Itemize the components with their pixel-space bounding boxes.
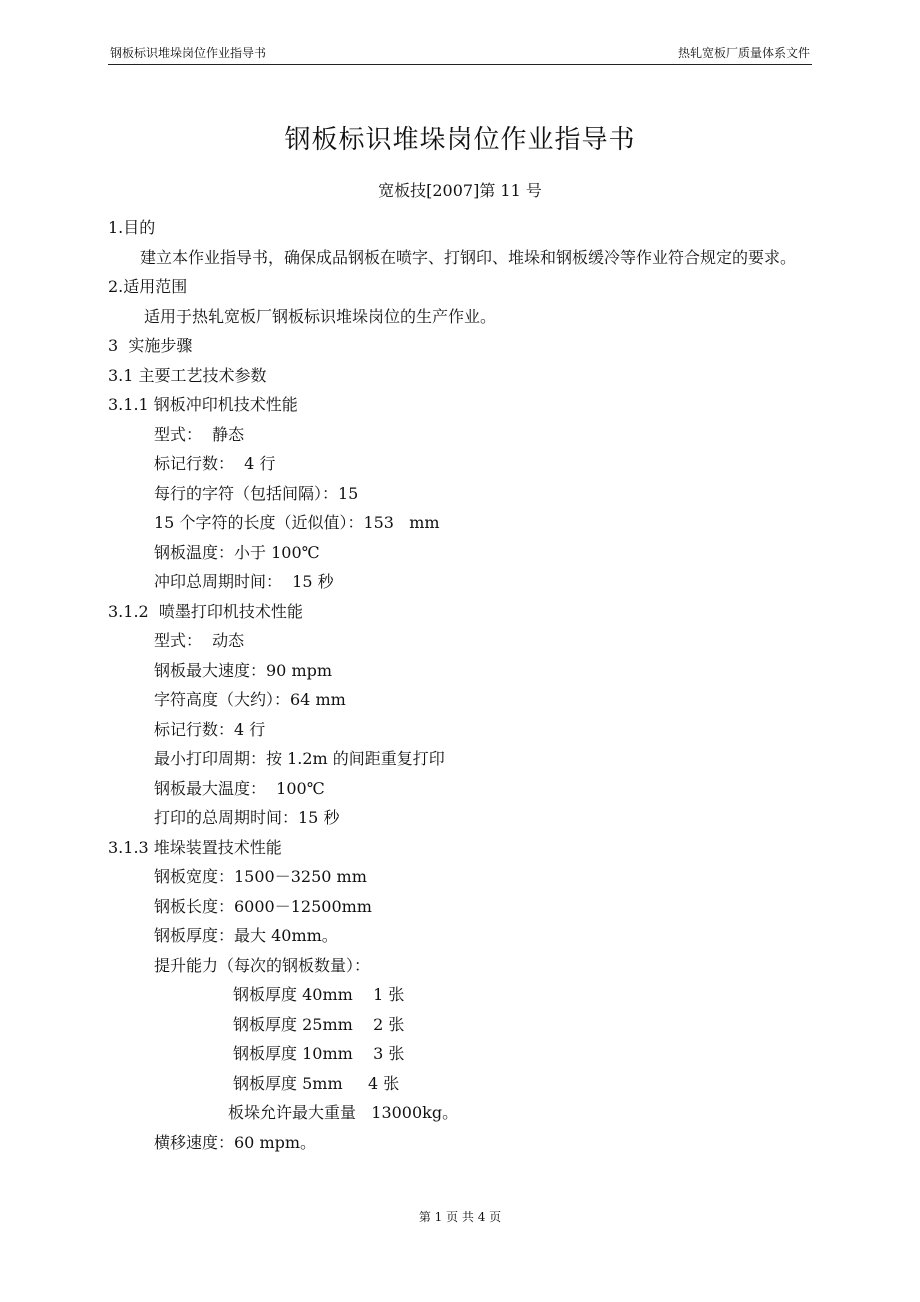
page-number-footer: 第 1 页 共 4 页	[418, 1210, 502, 1224]
section-heading-steps: 3 实施步骤	[108, 336, 193, 355]
section-heading-stacker: 3.1.3 堆垛装置技术性能	[108, 837, 282, 857]
section-heading-purpose: 1.目的	[108, 218, 156, 237]
max-stack-weight: 板垛允许最大重量 13000kg。	[228, 1103, 459, 1122]
lift-capacity-item: 钢板厚度 10mm 3 张	[233, 1044, 405, 1063]
document-body	[108, 213, 814, 1157]
section-heading-parameters: 3.1 主要工艺技术参数	[108, 365, 267, 385]
list-item: 每行的字符（包括间隔）：15	[154, 483, 359, 503]
list-item: 钢板宽度：1500－3250 mm	[154, 867, 367, 886]
list-item: 型式： 动态	[154, 631, 245, 650]
lift-capacity-item: 钢板厚度 5mm 4 张	[233, 1073, 400, 1093]
list-item: 钢板厚度：最大 40mm。	[154, 926, 338, 945]
list-item: 标记行数： 4 行	[154, 454, 276, 473]
purpose-paragraph: 建立本作业指导书，确保成品钢板在喷字、打钢印、堆垛和钢板缓冷等作业符合规定的要求。	[140, 247, 797, 267]
scope-paragraph: 适用于热轧宽板厂钢板标识堆垛岗位的生产作业。	[144, 306, 497, 326]
list-item: 钢板最大温度： 100℃	[154, 778, 325, 798]
list-item: 最小打印周期：按 1.2m 的间距重复打印	[154, 749, 445, 768]
header-doc-name: 钢板标识堆垛岗位作业指导书	[110, 46, 267, 60]
list-item: 型式： 静态	[154, 424, 245, 444]
list-item: 冲印总周期时间： 15 秒	[154, 572, 334, 591]
lift-capacity-item: 钢板厚度 25mm 2 张	[233, 1014, 405, 1034]
list-item: 15 个字符的长度（近似值）：153 mm	[154, 513, 440, 532]
section-heading-scope: 2.适用范围	[108, 277, 188, 296]
document-title: 钢板标识堆垛岗位作业指导书	[284, 125, 636, 155]
lift-capacity-item: 钢板厚度 40mm 1 张	[233, 985, 405, 1004]
list-item: 提升能力（每次的钢板数量）：	[154, 955, 371, 975]
list-item: 打印的总周期时间：15 秒	[154, 808, 340, 827]
section-heading-stamping-machine: 3.1.1 钢板冲印机技术性能	[108, 395, 298, 414]
list-item: 字符高度（大约）：64 mm	[154, 690, 346, 709]
traverse-speed: 横移速度：60 mpm。	[154, 1132, 317, 1152]
page-header	[108, 42, 812, 65]
list-item: 钢板长度：6000－12500mm	[154, 896, 372, 916]
section-heading-inkjet-printer: 3.1.2 喷墨打印机技术性能	[108, 601, 303, 621]
document-number: 宽板技[2007]第 11 号	[378, 181, 542, 200]
list-item: 标记行数：4 行	[154, 719, 266, 739]
list-item: 钢板温度：小于 100℃	[154, 542, 320, 562]
header-system-name: 热轧宽板厂质量体系文件	[677, 46, 810, 60]
list-item: 钢板最大速度：90 mpm	[154, 660, 333, 680]
